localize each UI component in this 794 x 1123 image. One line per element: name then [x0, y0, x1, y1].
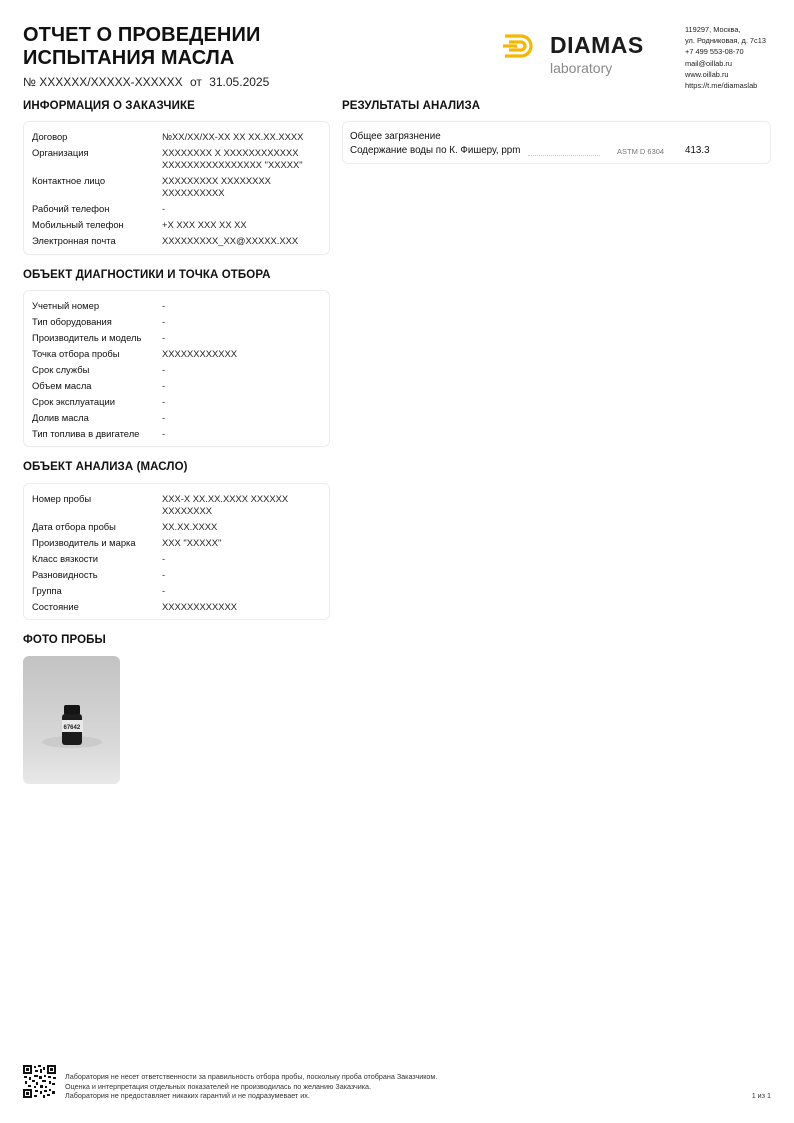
row-label: Класс вязкости [32, 552, 99, 564]
diagnostics-row [32, 364, 321, 376]
row-value: - [162, 363, 166, 375]
logo-subtitle: laboratory [550, 60, 613, 76]
row-value: - [162, 427, 166, 439]
oil-row [32, 585, 321, 597]
row-value: XXX-X XX.XX.XXXX XXXXXX XXXXXXXX [162, 493, 289, 516]
diagnostics-row [32, 412, 321, 424]
contact-phone: +7 499 553-08-70 [685, 47, 744, 57]
customer-row-organization [32, 147, 321, 171]
row-label: Дата отбора пробы [32, 520, 116, 532]
row-value: XX.XX.XXXX [162, 520, 218, 532]
footer-disclaimer [65, 1072, 437, 1101]
row-value: XXX "XXXXX" [162, 536, 222, 548]
report-number: № XXXXXX/XXXXX-XXXXXX [23, 75, 183, 89]
row-label: Объем масла [32, 379, 92, 391]
lab-contacts [685, 24, 766, 91]
row-value: - [162, 568, 166, 580]
row-label: Номер пробы [32, 493, 92, 504]
contact-address-city: 119297, Москва, [685, 25, 741, 34]
diagnostics-row [32, 332, 321, 344]
page-number: 1 из 1 [751, 1091, 771, 1100]
sample-photo[interactable] [23, 656, 120, 784]
diagnostics-section-title: ОБЪЕКТ ДИАГНОСТИКИ И ТОЧКА ОТБОРА [23, 269, 271, 281]
oil-row [32, 569, 321, 581]
row-label: Группа [32, 584, 62, 596]
row-value: - [162, 584, 166, 596]
oil-row [32, 537, 321, 549]
row-value: - [162, 395, 166, 407]
row-value: XXXXXXXXX XXXXXXXX XXXXXXXXXX [162, 174, 271, 198]
customer-row-email [32, 235, 321, 247]
row-value: +X XXX XXX XX XX [162, 218, 247, 230]
results-row [350, 145, 760, 157]
row-label: Срок службы [32, 363, 90, 375]
row-value: XXXXXXXX X XXXXXXXXXXXX XXXXXXXXXXXXXXXX "XXXXX" [162, 146, 303, 170]
row-label: Тип топлива в двигателе [32, 427, 140, 439]
qr-code-icon[interactable] [23, 1065, 56, 1098]
disclaimer-line: Лаборатория не предоставляет никаких гарантий и не подразумевает их. [65, 1091, 310, 1101]
row-value: - [162, 315, 166, 327]
sample-bottle-label: 67642 [63, 725, 81, 731]
row-label: Состояние [32, 600, 79, 612]
customer-row-contract [32, 131, 321, 143]
oil-table [32, 493, 321, 617]
row-label: Долив масла [32, 411, 89, 423]
results-card [342, 121, 771, 164]
oil-card [23, 483, 330, 620]
photo-section-title: ФОТО ПРОБЫ [23, 634, 106, 646]
row-label: Производитель и марка [32, 536, 136, 548]
report-date: 31.05.2025 [209, 75, 270, 89]
row-label: Производитель и модель [32, 331, 142, 343]
diagnostics-card [23, 290, 330, 447]
report-number-line [23, 75, 273, 89]
row-label: Учетный номер [32, 300, 100, 311]
row-value: - [162, 552, 166, 564]
row-value: - [162, 411, 166, 423]
contact-telegram[interactable]: https://t.me/diamaslab [685, 81, 758, 91]
diagnostics-row [32, 316, 321, 328]
customer-card [23, 121, 330, 255]
disclaimer-line: Оценка и интерпретация отдельных показателей не производилась по желанию Заказчика. [65, 1081, 372, 1091]
contact-email[interactable]: mail@oillab.ru [685, 58, 732, 68]
customer-row-contact-person [32, 175, 321, 199]
row-label: Контактное лицо [32, 174, 106, 186]
row-label: Организация [32, 146, 89, 158]
disclaimer-line: Лаборатория не несет ответственности за правильность отбора пробы, поскольку проба отобрана Заказчиком. [65, 1072, 438, 1081]
diagnostics-table [32, 300, 321, 444]
report-date-prefix: от [189, 75, 202, 89]
result-method: ASTM D 6304 [617, 147, 665, 156]
sample-bottle-image [23, 656, 120, 784]
row-value: - [162, 202, 166, 214]
row-value: - [162, 379, 166, 391]
customer-row-work-phone [32, 203, 321, 215]
result-dotted-leader [528, 155, 600, 156]
row-value: - [162, 331, 166, 343]
company-logo [503, 32, 668, 78]
diagnostics-row [32, 396, 321, 408]
result-value: 413.3 [685, 145, 710, 156]
row-label: Мобильный телефон [32, 218, 124, 230]
row-label: Разновидность [32, 568, 98, 580]
diamas-logo-icon [503, 34, 539, 58]
row-label: Срок эксплуатации [32, 395, 115, 407]
row-value: - [162, 300, 166, 311]
row-label: Рабочий телефон [32, 202, 110, 214]
contact-website[interactable]: www.oillab.ru [685, 69, 729, 79]
oil-row [32, 553, 321, 565]
diagnostics-row [32, 348, 321, 360]
row-value: XXXXXXXXX_XX@XXXXX.XXX [162, 234, 299, 246]
results-section-title: РЕЗУЛЬТАТЫ АНАЛИЗА [342, 100, 481, 112]
row-label: Договор [32, 131, 68, 142]
row-value: №XX/XX/XX-XX XX XX.XX.XXXX [162, 131, 304, 142]
customer-table [32, 131, 321, 251]
report-title: ОТЧЕТ О ПРОВЕДЕНИИ ИСПЫТАНИЯ МАСЛА [23, 24, 261, 69]
oil-section-title: ОБЪЕКТ АНАЛИЗА (МАСЛО) [23, 461, 188, 473]
oil-row [32, 493, 321, 517]
logo-wordmark: DIAMAS [550, 32, 644, 58]
customer-row-mobile-phone [32, 219, 321, 231]
oil-row [32, 521, 321, 533]
row-label: Электронная почта [32, 234, 116, 246]
row-label: Точка отбора пробы [32, 347, 120, 359]
results-group-label: Общее загрязнение [350, 131, 441, 142]
row-value: XXXXXXXXXXXX [162, 347, 238, 359]
customer-section-title: ИНФОРМАЦИЯ О ЗАКАЗЧИКЕ [23, 100, 195, 112]
diagnostics-row [32, 428, 321, 440]
oil-row [32, 601, 321, 613]
diagnostics-row [32, 300, 321, 312]
row-label: Тип оборудования [32, 315, 112, 327]
diagnostics-row [32, 380, 321, 392]
row-value: XXXXXXXXXXXX [162, 600, 238, 612]
contact-address-street: ул. Родниковая, д. 7с13 [685, 36, 766, 46]
result-parameter-name: Содержание воды по К. Фишеру, ppm [350, 145, 521, 156]
